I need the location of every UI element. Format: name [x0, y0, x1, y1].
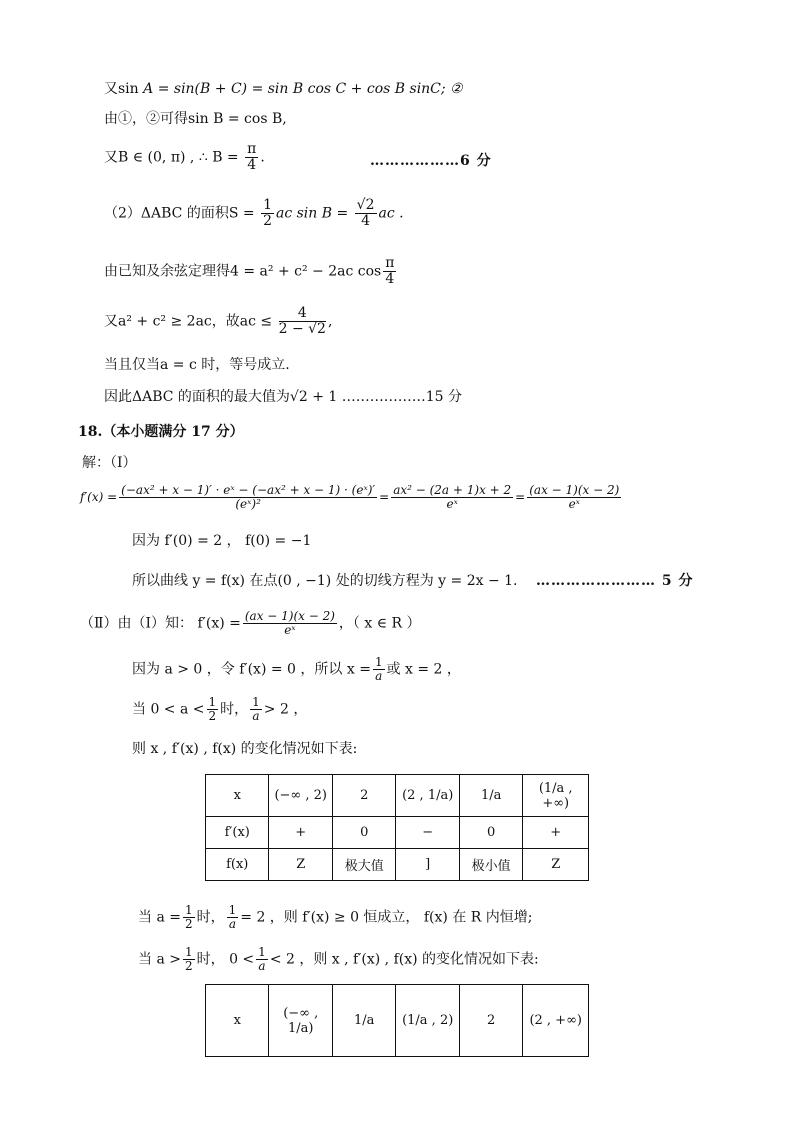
fraction-deriv-2: [391, 484, 513, 511]
text: > 2 ，: [263, 701, 308, 718]
den: eˣ: [446, 497, 458, 511]
variation-table-2: [205, 984, 589, 1057]
line-part2: [80, 610, 421, 637]
fraction-1-2: [261, 198, 274, 229]
line-sinB-cosB: [104, 110, 287, 128]
table-cell: (1/a , +∞): [523, 775, 589, 817]
table-cell: 1/a: [459, 775, 522, 817]
num: 1: [252, 695, 260, 709]
num: 1: [184, 945, 193, 959]
line-table-intro: 则 x , f′(x) , f(x) 的变化情况如下表:: [132, 741, 358, 757]
num: 4: [279, 306, 326, 322]
den: a: [228, 917, 237, 931]
table-cell: 极小值: [459, 849, 522, 881]
table-cell: +: [269, 817, 332, 849]
fraction-1-2: [183, 904, 195, 931]
table-row: [206, 775, 589, 817]
fraction-deriv-1: [119, 484, 377, 511]
den: a: [252, 709, 260, 723]
equation: A = sin(B + C) = sin B cos C + cos B sinC; ②: [143, 81, 463, 97]
table-row: [206, 817, 589, 849]
text: 由已知及余弦定理得4 = a² + c² − 2ac cos: [104, 263, 382, 280]
fraction-4-over: [279, 306, 326, 337]
num: π: [385, 255, 395, 271]
text: ，（ x ∈ R ）: [338, 615, 421, 632]
text: 又B ∈ (0, π) , ∴ B =: [104, 149, 244, 166]
fraction-pi-4: [383, 256, 396, 287]
text: ac .: [378, 205, 404, 222]
den: 4: [385, 271, 395, 287]
table-cell: −: [396, 817, 459, 849]
line-case3: [138, 946, 539, 973]
table-cell: ]: [396, 849, 459, 881]
table-cell: 2: [332, 775, 395, 817]
text: < 2 ，则 x , f′(x) , f(x) 的变化情况如下表:: [269, 951, 539, 968]
fraction-derivative: [243, 610, 337, 637]
table-cell: x: [206, 775, 269, 817]
q18-jie: 解：（Ⅰ）: [82, 455, 137, 471]
line-case2: [138, 904, 532, 931]
num: 1: [374, 655, 383, 669]
text: 由①，②可得sin B = cos B,: [104, 111, 287, 127]
num: π: [247, 141, 257, 157]
fraction-pi-4: [245, 142, 258, 173]
den: 2: [263, 213, 272, 229]
text: =: [515, 490, 526, 504]
den: eˣ: [284, 623, 296, 637]
line-because: 因为 f′(0) = 2 ， f(0) = −1: [132, 533, 312, 549]
text: 当 a >: [138, 951, 181, 968]
fraction-1-a: [373, 656, 385, 683]
fraction-1-a: [250, 696, 262, 723]
table-cell: 1/a: [332, 985, 395, 1057]
den: (eˣ)²: [235, 497, 261, 511]
text: （Ⅱ）由（Ⅰ）知： f′(x) =: [80, 615, 241, 632]
table-row: [206, 985, 589, 1057]
num: (ax − 1)(x − 2): [529, 483, 620, 497]
text: 又sin: [104, 81, 144, 97]
den: eˣ: [568, 497, 580, 511]
line-area: [104, 198, 404, 229]
table-cell: f(x): [206, 849, 269, 881]
den: 2: [184, 959, 193, 973]
table-cell: 极大值: [332, 849, 395, 881]
num: ax² − (2a + 1)x + 2: [393, 483, 512, 497]
text: ,: [327, 313, 333, 330]
num: (ax − 1)(x − 2): [244, 609, 335, 623]
fraction-1-a: [227, 904, 239, 931]
table-cell: (−∞ , 1/a): [269, 985, 332, 1057]
text: （2）ΔABC 的面积S =: [104, 205, 260, 222]
den: a: [258, 959, 266, 973]
den: 4: [247, 157, 257, 173]
den: 2: [208, 709, 217, 723]
text: 因为 a > 0 ，令 f′(x) = 0 ，所以 x =: [132, 661, 371, 678]
score-5: …………………… 5 分: [535, 573, 694, 589]
text: 当 0 < a <: [132, 701, 205, 718]
table-row: [206, 849, 589, 881]
num: 1: [258, 945, 266, 959]
num: 1: [208, 695, 217, 709]
line-max-area: 因此ΔABC 的面积的最大值为√2 + 1 ………………15 分: [104, 389, 463, 405]
fraction-1-2: [183, 946, 195, 973]
text: 时，: [220, 701, 249, 718]
score-6: ………………6 分: [370, 153, 492, 169]
text: 又a² + c² ≥ 2ac，故ac ≤: [104, 313, 277, 330]
text: 所以曲线 y = f(x) 在点(0 , −1) 处的切线方程为 y = 2x − 1.: [132, 573, 518, 589]
den: 2: [184, 917, 193, 931]
table-cell: Z: [269, 849, 332, 881]
line-case1: [132, 696, 307, 723]
line-inequality: [104, 306, 332, 337]
line-tangent: [132, 572, 693, 590]
fraction-1-2: [207, 696, 219, 723]
line-equality: 当且仅当a = c 时，等号成立.: [104, 357, 290, 373]
line-a-positive: [132, 656, 461, 683]
num: √2: [356, 197, 375, 213]
num: 1: [228, 903, 237, 917]
table-cell: Z: [523, 849, 589, 881]
table-cell: 0: [332, 817, 395, 849]
text: ac sin B =: [275, 205, 353, 222]
line-B-value: 又B ∈ (0, π) , ∴ B = $\frac{\pi}{4}$ .: [104, 141, 265, 173]
text: 时， 0 <: [196, 951, 255, 968]
table-cell: (2 , 1/a): [396, 775, 459, 817]
table-cell: (−∞ , 2): [269, 775, 332, 817]
fraction-1-a: [256, 946, 268, 973]
table-cell: f′(x): [206, 817, 269, 849]
table-cell: (2 , +∞): [523, 985, 589, 1057]
line-cosine-law: [104, 256, 398, 287]
table-cell: (1/a , 2): [396, 985, 459, 1057]
line-sinA: [104, 80, 463, 98]
text: 当 a =: [138, 909, 181, 926]
variation-table-1: [205, 774, 589, 881]
table-cell: 2: [459, 985, 522, 1057]
den: a: [375, 669, 383, 683]
den: 2 − √2: [278, 321, 326, 337]
fraction-deriv-3: [527, 484, 621, 511]
text: = 2 ，则 f′(x) ≥ 0 恒成立， f(x) 在 R 内恒增;: [240, 909, 533, 926]
table-cell: +: [523, 817, 589, 849]
num: 1: [184, 903, 193, 917]
num: (−ax² + x − 1)′ · eˣ − (−ax² + x − 1) · (eˣ)′: [121, 483, 376, 497]
fraction-sqrt2-4: [355, 198, 377, 229]
den: 4: [361, 213, 371, 229]
table-cell: x: [206, 985, 269, 1057]
text: =: [379, 490, 390, 504]
text: f′(x) =: [80, 490, 118, 504]
text: 时，: [196, 909, 225, 926]
table-cell: 0: [459, 817, 522, 849]
text: 或 x = 2 ，: [386, 661, 461, 678]
q18-heading: 18.（本小题满分 17 分）: [78, 424, 244, 440]
num: 1: [263, 197, 272, 213]
line-derivative: [80, 484, 623, 511]
